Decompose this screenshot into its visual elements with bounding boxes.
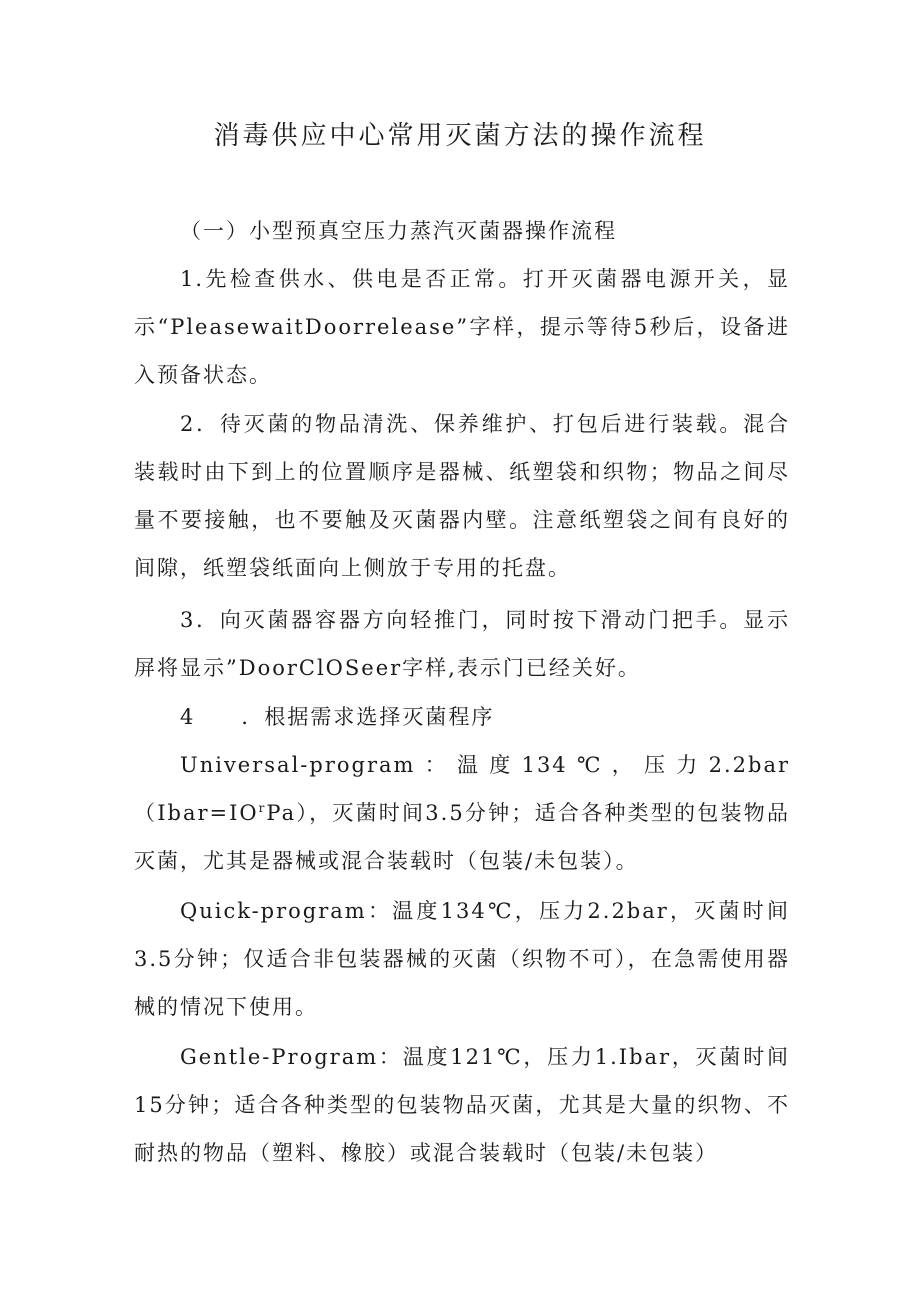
paragraph-6 bbox=[134, 887, 790, 1031]
paragraph-2 bbox=[134, 400, 790, 592]
section-heading-text: （一）小型预真空压力蒸汽灭菌器操作流程 bbox=[180, 219, 617, 243]
paragraph-6-text: Quick-program：温度134℃，压力2.2bar，灭菌时间3.5分钟；仅适合非包装器械的灭菌（织物不可），在急需使用器械的情况下使用。 bbox=[134, 899, 790, 1019]
paragraph-1-text: 1.先检查供水、供电是否正常。打开灭菌器电源开关，显示“PleasewaitDoorrelease”字样，提示等待5秒后，设备进入预备状态。 bbox=[134, 267, 790, 387]
paragraph-5-superscript: r bbox=[258, 801, 267, 815]
paragraph-2-text: 2．待灭菌的物品清洗、保养维护、打包后进行装载。混合装载时由下到上的位置顺序是器械、纸塑袋和织物；物品之间尽量不要接触，也不要触及灭菌器内壁。注意纸塑袋之间有良好的间隙，纸塑袋纸面向上侧放于专用的托盘。 bbox=[134, 412, 790, 580]
paragraph-1 bbox=[134, 255, 790, 399]
section-heading bbox=[134, 207, 790, 255]
paragraph-5-part-a: Universal-program：温度134℃，压力2.2bar（Ibar=IO bbox=[134, 753, 790, 825]
paragraph-4-text: 4 ．根据需求选择灭菌程序 bbox=[180, 705, 495, 729]
paragraph-4 bbox=[134, 693, 790, 741]
paragraph-3 bbox=[134, 596, 790, 692]
paragraph-5-text bbox=[134, 741, 790, 885]
paragraph-7 bbox=[134, 1033, 790, 1177]
paragraph-3-text: 3．向灭菌器容器方向轻推门，同时按下滑动门把手。显示屏将显示”DoorClOSeer字样,表示门已经关好。 bbox=[134, 608, 790, 680]
paragraph-5-part-b: Pa），灭菌时间3.5分钟；适合各种类型的包装物品灭菌，尤其是器械或混合装载时（包装/未包装）。 bbox=[134, 801, 791, 873]
paragraph-7-text: Gentle-Program：温度121℃，压力1.Ibar，灭菌时间15分钟；适合各种类型的包装物品灭菌，尤其是大量的织物、不耐热的物品（塑料、橡胶）或混合装载时（包装/未包装） bbox=[134, 1045, 790, 1165]
document-title: 消毒供应中心常用灭菌方法的操作流程 bbox=[213, 121, 707, 151]
paragraph-5 bbox=[134, 741, 790, 885]
